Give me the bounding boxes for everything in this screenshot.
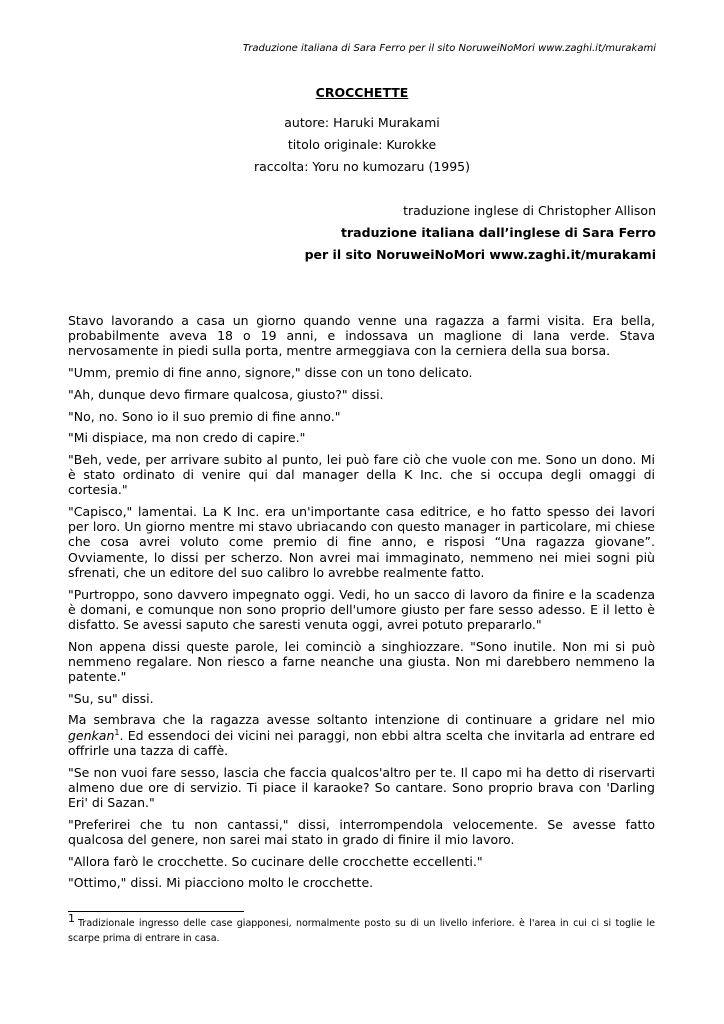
paragraph-with-footnote [68,712,655,758]
footnote [68,911,655,946]
original-title-line: titolo originale: Kurokke [287,137,437,152]
footnote-reference[interactable]: 1 [114,727,120,737]
footnote-mark: 1 [68,911,75,925]
paragraph: "Beh, vede, per arrivare subito al punto, lei può fare ciò che vuole con me. Sono un dono. Mi è stato ordinato di venire qui dal manager della K Inc. che si occupa degli omaggi di cortesia." [68,451,655,498]
paragraph-text: . Ed essendoci dei vicini nei paraggi, non ebbi altra scelta che invitarla ad entrare ed offrirle una tazza di caffè. [68,727,655,758]
author-line: autore: Haruki Murakami [284,115,440,130]
story-body [68,313,655,897]
paragraph: "Ah, dunque devo firmare qualcosa, giusto?" dissi. [68,386,384,402]
paragraph: "Se non vuoi fare sesso, lascia che faccia qualcos'altro per te. Il capo mi ha detto di riservarti almeno due ore di servizio. Ti piace il karaoke? So cantare. Sono proprio brava con 'Darling Eri' di Sazan." [68,764,655,810]
collection-line: raccolta: Yoru no kumozaru (1995) [253,159,471,174]
paragraph: "Purtroppo, sono davvero impegnato oggi. Vedi, ho un sacco di lavoro da finire e la scadenza è domani, e comunque non sono proprio dell'umore giusto per fare sesso adesso. E il letto è disfatto. Se avessi saputo che saresti venuta oggi, avrei potuto prepararlo." [68,586,655,632]
paragraph: "Allora farò le crocchette. So cucinare delle crocchette eccellenti." [68,853,483,869]
paragraph: "Capisco," lamentai. La K Inc. era un'importante casa editrice, e ho fatto spesso dei lavori per loro. Un giorno mentre mi stavo ubriacando con questo manager in particolare, mi chiese che cosa avrei voluto come premio di fine anno, e risposi “Una ragazza giovane”. Ovviamente, lo dissi per scherzo. Non avrei mai immaginato, nemmeno nei miei sogni più sfrenati, che un editore del suo calibro lo avrebbe realmente fatto. [68,504,655,580]
italian-translation-credit: traduzione italiana dall’inglese di Sara Ferro [341,225,656,240]
footnote-separator [68,911,244,912]
title-block [0,82,724,101]
paragraph: "Mi dispiace, ma non credo di capire." [68,430,306,446]
english-translation-credit: traduzione inglese di Christopher Allison [403,203,656,218]
paragraph: "No, no. Sono io il suo premio di fine anno." [68,408,341,424]
paragraph: "Umm, premio di fine anno, signore," disse con un tono delicato. [68,365,473,381]
paragraph: Stavo lavorando a casa un giorno quando venne una ragazza a farmi visita. Era bella, probabilmente aveva 18 o 19 anni, e indossava un maglione di lana verde. Stava nervosamente in piedi sulla porta, mentre armeggiava con la cerniera della sua borsa. [68,313,655,359]
paragraph: "Su, su" dissi. [68,690,154,706]
paragraph: Non appena dissi queste parole, lei cominciò a singhiozzare. "Sono inutile. Non mi si può nemmeno regalare. Non riesco a farne neanche una giusta. Non mi darebbero nemmeno la patente." [68,638,655,685]
paragraph: "Ottimo," dissi. Mi piacciono molto le crocchette. [68,875,374,891]
paragraph-text: Ma sembrava che la ragazza avesse soltanto intenzione di continuare a gridare nel mio [68,712,655,728]
footnote-text: Tradizionale ingresso delle case giapponesi, normalmente posto su di un livello inferiore. è l'area in cui ci si toglie le scarpe prima di entrare in casa. [68,918,655,944]
italic-term: genkan [68,727,115,743]
running-header: Traduzione italiana di Sara Ferro per il sito NoruweiNoMori www.zaghi.it/murakami [242,43,656,54]
site-credit: per il sito NoruweiNoMori www.zaghi.it/murakami [304,247,656,262]
document-title: CROCCHETTE [315,85,409,100]
paragraph: "Preferirei che tu non cantassi," dissi, interrompendola velocemente. Se avesse fatto qualcosa del genere, non sarei mai stato in grado di finire il mio lavoro. [68,816,655,847]
